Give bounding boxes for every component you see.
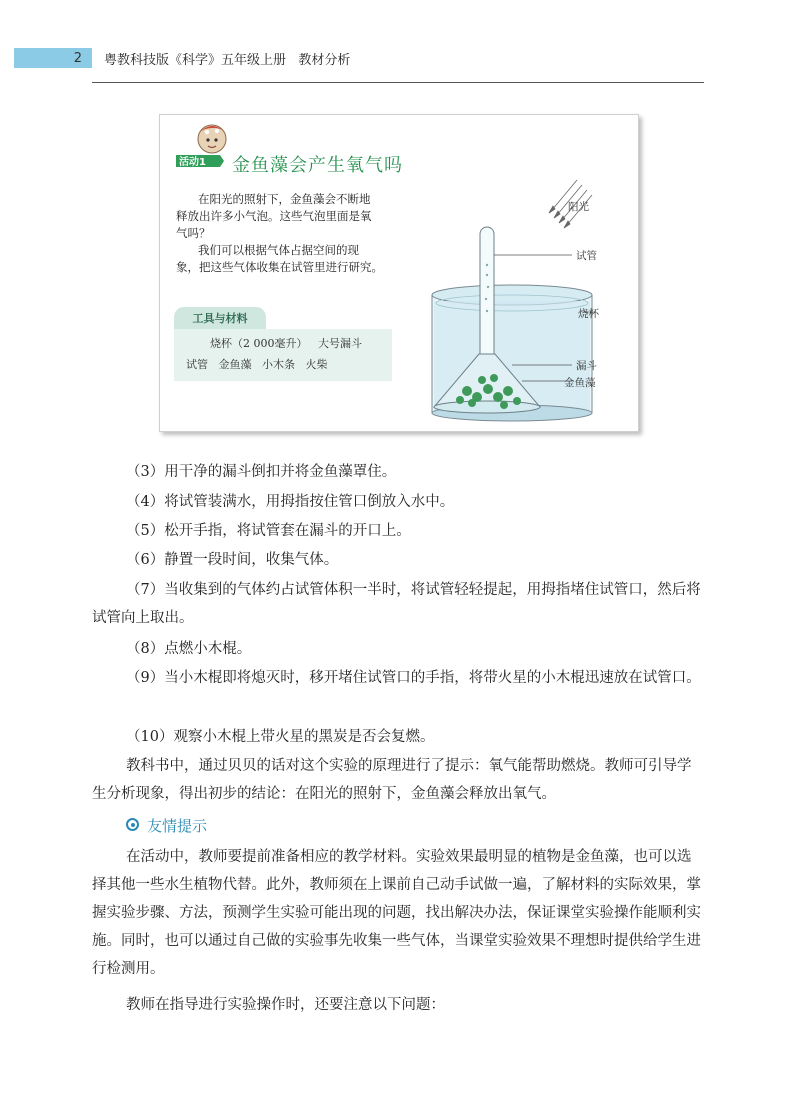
experiment-diagram [422, 175, 632, 425]
tools-materials-label: 工具与材料 [174, 307, 266, 329]
tips-heading [126, 815, 207, 836]
beaker-label: 烧杯 [578, 308, 599, 320]
intro-line-3: 气吗？ [176, 226, 211, 240]
sunlight-label: 阳光 [568, 201, 589, 213]
step-8: （8）点燃小木棍。 [126, 641, 252, 657]
step-7: （7）当收集到的气体约占试管体积一半时，将试管轻轻提起，用拇指堵住试管口，然后将试管向上取出。 [92, 582, 701, 626]
step-6: （6）静置一段时间，收集气体。 [126, 552, 339, 568]
bullet-circle-icon [126, 818, 139, 831]
funnel-label: 漏斗 [576, 360, 597, 372]
activity-card [159, 114, 639, 432]
tips-heading-text: 友情提示 [147, 817, 208, 835]
intro-line-5: 象，把这些气体收集在试管里进行研究。 [176, 260, 383, 274]
step-9: （9）当小木棍即将熄灭时，移开堵住试管口的手指，将带火星的小木棍迅速放在试管口。 [126, 670, 701, 686]
test-tube-label: 试管 [576, 250, 597, 262]
activity-badge-icon [174, 119, 234, 177]
test-tube-shape [480, 227, 494, 367]
step-3: （3）用干净的漏斗倒扣并将金鱼藻罩住。 [126, 464, 397, 480]
intro-line-2: 释放出许多小气泡。这些气泡里面是氧 [176, 209, 372, 223]
paragraph-textbook: 教科书中，通过贝贝的话对这个实验的原理进行了提示：氧气能帮助燃烧。教师可引导学生分析现象，得出初步的结论：在阳光的照射下，金鱼藻会释放出氧气。 [92, 758, 692, 802]
activity-title: 金鱼藻会产生氧气吗 [232, 155, 403, 176]
step-4: （4）将试管装满水，用拇指按住管口倒放入水中。 [126, 494, 455, 510]
intro-line-1: 在阳光的照射下，金鱼藻会不断地 [198, 192, 371, 206]
tools-materials-box [174, 329, 392, 381]
paragraph-last: 教师在指导进行实验操作时，还要注意以下问题： [126, 997, 445, 1013]
header-title: 粤教科技版《科学》五年级上册 教材分析 [104, 53, 351, 68]
step-10: （10）观察小木棍上带火星的黑炭是否会复燃。 [126, 729, 435, 745]
tools-line-2: 试管 金鱼藻 小木条 火柴 [186, 358, 328, 371]
step-5: （5）松开手指，将试管套在漏斗的开口上。 [126, 523, 411, 539]
page-header [0, 44, 794, 72]
page-number: 2 [14, 48, 92, 68]
tools-line-1: 烧杯（2 000毫升） 大号漏斗 [210, 337, 362, 350]
hornwort-label: 金鱼藻 [564, 377, 596, 389]
header-divider [92, 82, 704, 83]
activity-badge-label: 活动1 [179, 157, 206, 168]
intro-line-4: 我们可以根据气体占据空间的现 [198, 243, 359, 257]
paragraph-tips: 在活动中，教师要提前准备相应的教学材料。实验效果最明显的植物是金鱼藻，也可以选择其他一些水生植物代替。此外，教师须在上课前自己动手试做一遍，了解材料的实际效果，掌握实验步骤、方法，预测学生实验可能出现的问题，找出解决办法，保证课堂实验操作能顺利实施。同时，也可以通过自己做的实验事先收集一些气体，当课堂实验效果不理想时提供给学生进行检测用。 [92, 849, 701, 977]
